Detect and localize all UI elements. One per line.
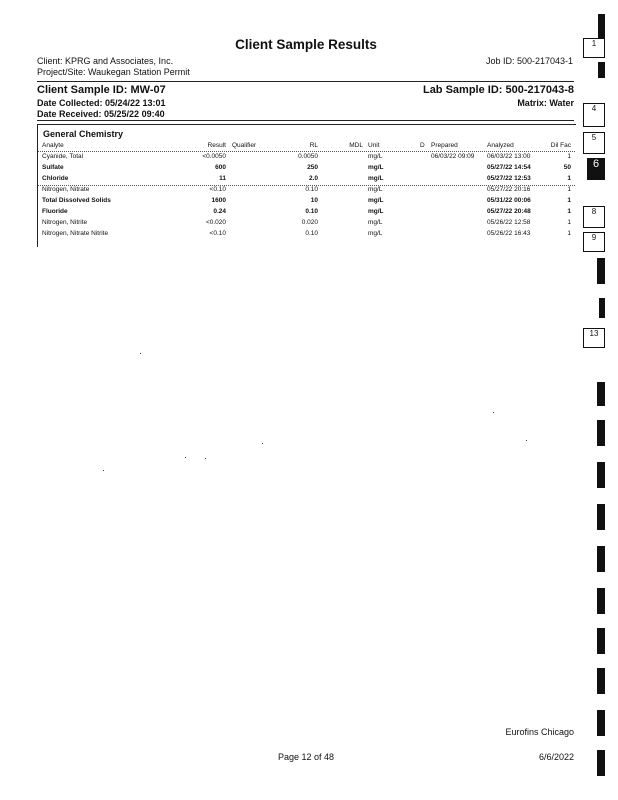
scan-speck [205, 458, 206, 459]
index-tab-mark [597, 710, 605, 736]
index-tab-9[interactable]: 9 [583, 232, 605, 252]
cell-unit: mg/L [368, 186, 383, 193]
cell-result: <0.020 [205, 219, 226, 226]
cell-result: <0.0050 [202, 153, 226, 160]
header-divider [38, 151, 575, 152]
cell-dil-fac: 1 [567, 197, 571, 204]
scan-speck [103, 470, 104, 471]
cell-unit: mg/L [368, 208, 384, 215]
index-tab-mark [597, 258, 605, 284]
cell-analyzed: 05/27/22 20:16 [487, 186, 531, 193]
index-tab-mark [597, 504, 605, 530]
cell-rl: 0.10 [305, 230, 318, 237]
project-site: Project/Site: Waukegan Station Permit [37, 67, 190, 77]
index-tab-mark [597, 546, 605, 572]
cell-analyzed: 05/27/22 20:48 [487, 208, 531, 215]
index-tab-mark [597, 588, 605, 614]
cell-rl: 2.0 [308, 175, 318, 182]
index-tab-13[interactable]: 13 [583, 328, 605, 348]
cell-analyzed: 05/27/22 14:54 [487, 164, 531, 171]
scan-speck [185, 457, 186, 458]
col-dil-fac: Dil Fac [550, 142, 571, 149]
cell-dil-fac: 1 [567, 219, 571, 226]
cell-dil-fac: 1 [567, 153, 571, 160]
cell-unit: mg/L [368, 175, 384, 182]
index-tab-6-active[interactable]: 6 [587, 158, 605, 180]
section-title: General Chemistry [43, 129, 124, 139]
col-d: D [420, 142, 425, 149]
cell-result: 11 [219, 175, 226, 182]
cell-analyte: Fluoride [42, 208, 68, 215]
cell-analyzed: 05/31/22 00:06 [487, 197, 531, 204]
index-tab-mark [597, 382, 605, 406]
col-qualifier: Qualifier [232, 142, 257, 149]
index-tab-mark [597, 420, 605, 446]
lab-name: Eurofins Chicago [505, 727, 574, 737]
scan-speck [526, 440, 527, 441]
cell-result: <0.10 [209, 186, 226, 193]
cell-rl: 250 [307, 164, 318, 171]
page-number: Page 12 of 48 [277, 752, 335, 762]
header-rule [37, 81, 574, 82]
index-tab-5[interactable]: 5 [583, 132, 605, 154]
cell-analyzed: 06/03/22 13:00 [487, 153, 531, 160]
index-tab-8[interactable]: 8 [583, 206, 605, 228]
col-mdl: MDL [349, 142, 363, 149]
cell-dil-fac: 1 [567, 208, 571, 215]
scan-speck [140, 353, 141, 354]
cell-result: <0.10 [209, 230, 226, 237]
lab-sample-id: Lab Sample ID: 500-217043-8 [422, 84, 574, 96]
matrix: Matrix: Water [517, 98, 574, 108]
index-tab-mark [599, 298, 605, 318]
cell-dil-fac: 1 [567, 186, 571, 193]
cell-rl: 0.020 [301, 219, 318, 226]
cell-analyzed: 05/26/22 16:43 [487, 230, 531, 237]
index-tab-mark [597, 668, 605, 694]
cell-analyzed: 05/26/22 12:58 [487, 219, 531, 226]
cell-result: 1600 [211, 197, 226, 204]
index-tab-mark [598, 62, 605, 78]
cell-rl: 10 [310, 197, 318, 204]
cell-analyzed: 05/27/22 12:53 [487, 175, 531, 182]
table-row [38, 164, 575, 175]
col-rl: RL [309, 142, 318, 149]
cell-analyte: Sulfate [42, 164, 64, 171]
table-row [38, 186, 575, 197]
job-id: Job ID: 500-217043-1 [485, 56, 573, 66]
table-row [38, 197, 575, 208]
cell-analyte: Chloride [42, 175, 69, 182]
cell-analyte: Total Dissolved Solids [42, 197, 111, 204]
cell-analyte: Cyanide, Total [42, 153, 84, 160]
index-tab-1[interactable]: 1 [583, 38, 605, 58]
cell-rl: 0.10 [305, 186, 318, 193]
cell-analyte: Nitrogen, Nitrate Nitrite [42, 230, 109, 237]
cell-unit: mg/L [368, 219, 383, 226]
index-tab-mark [597, 462, 605, 488]
index-tab-mark [597, 628, 605, 654]
client-name: Client: KPRG and Associates, Inc. [37, 56, 174, 66]
col-result: Result [207, 142, 226, 149]
cell-dil-fac: 1 [567, 230, 571, 237]
table-row [38, 219, 575, 230]
col-unit: Unit [368, 142, 380, 149]
date-received: Date Received: 05/25/22 09:40 [37, 109, 165, 119]
cell-result: 600 [215, 164, 226, 171]
cell-unit: mg/L [368, 164, 384, 171]
cell-unit: mg/L [368, 197, 384, 204]
scan-speck [493, 412, 494, 413]
table-row [38, 153, 575, 164]
cell-rl: 0.10 [305, 208, 318, 215]
index-tab-4[interactable]: 4 [583, 103, 605, 127]
col-prepared: Prepared [431, 142, 458, 149]
date-collected: Date Collected: 05/24/22 13:01 [37, 98, 166, 108]
cell-dil-fac: 1 [567, 175, 571, 182]
client-sample-id: Client Sample ID: MW-07 [37, 84, 166, 96]
table-row [38, 230, 575, 241]
cell-dil-fac: 50 [563, 164, 571, 171]
cell-prepared: 06/03/22 09:09 [431, 153, 475, 160]
index-tab-mark [598, 14, 605, 38]
cell-unit: mg/L [368, 153, 383, 160]
col-analyte: Analyte [42, 142, 64, 149]
report-date: 6/6/2022 [538, 752, 574, 762]
cell-unit: mg/L [368, 230, 383, 237]
col-analyzed: Analyzed [487, 142, 514, 149]
cell-rl: 0.0050 [298, 153, 318, 160]
sample-rule [37, 120, 574, 121]
page-title: Client Sample Results [235, 37, 377, 52]
cell-result: 0.24 [213, 208, 226, 215]
cell-analyte: Nitrogen, Nitrite [42, 219, 88, 226]
scan-speck [262, 443, 263, 444]
table-row [38, 208, 575, 219]
cell-analyte: Nitrogen, Nitrate [42, 186, 90, 193]
